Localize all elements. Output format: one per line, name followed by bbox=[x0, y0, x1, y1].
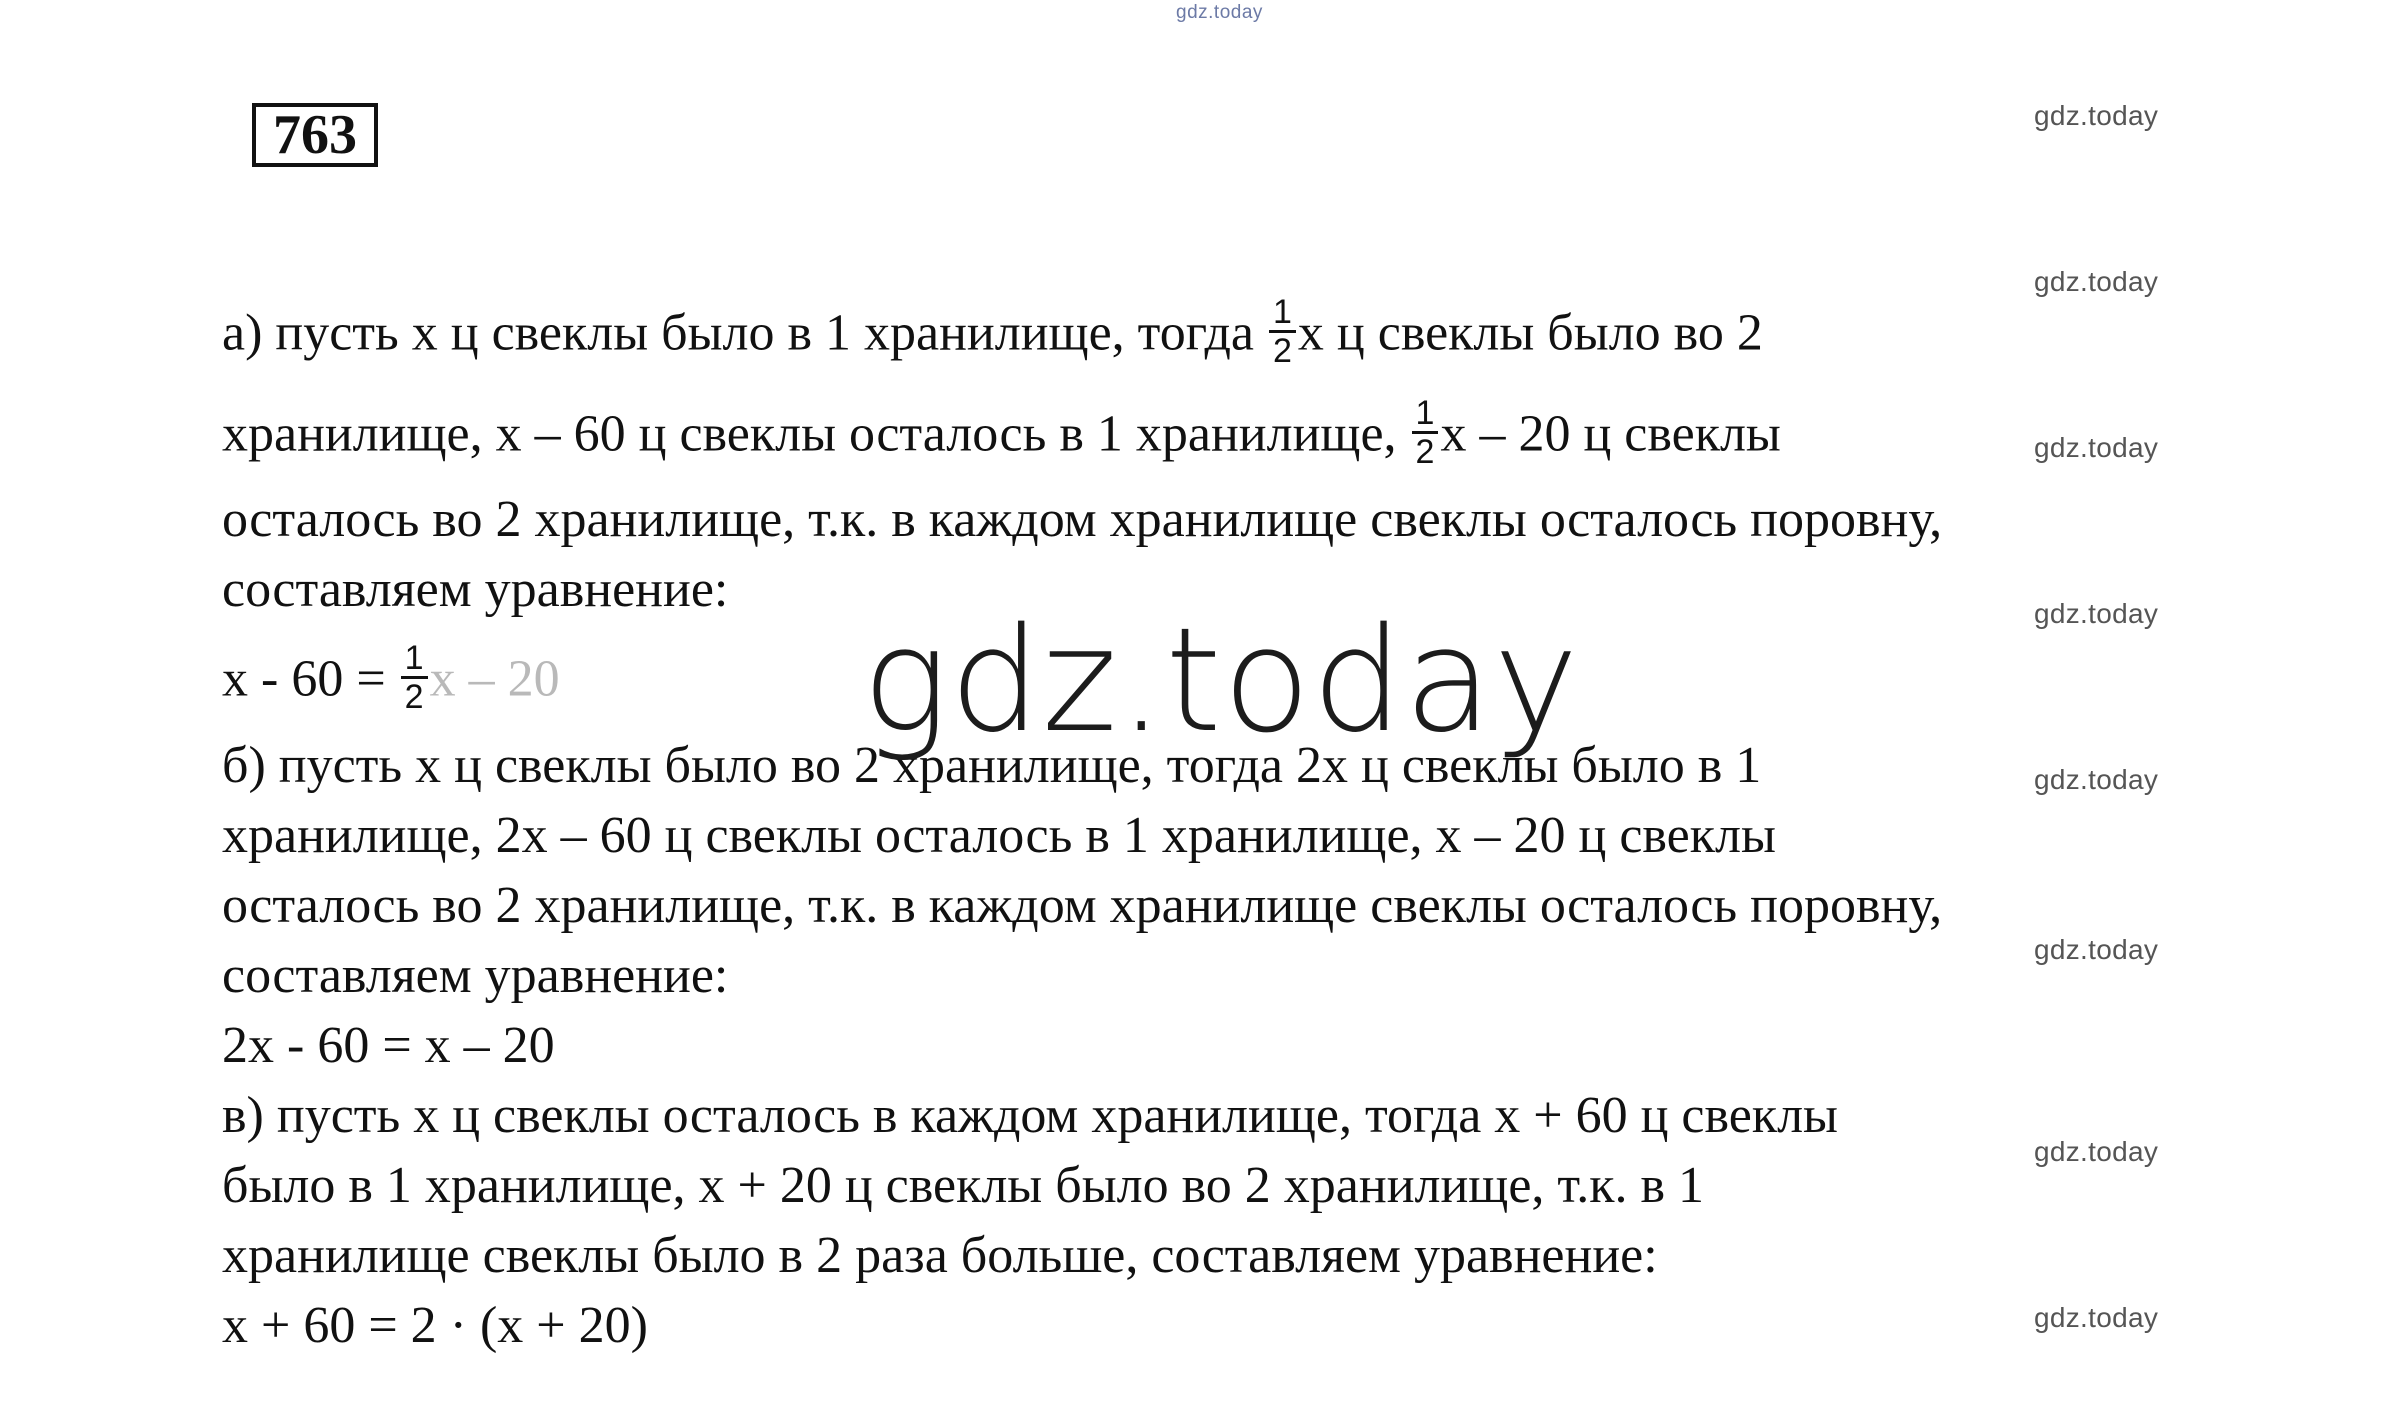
side-watermark: gdz.today bbox=[2034, 266, 2159, 297]
side-watermark: gdz.today bbox=[2034, 432, 2159, 463]
text-segment: х – 20 ц свеклы bbox=[1440, 405, 1781, 463]
fraction-one-half bbox=[1269, 294, 1296, 369]
fraction-denominator: 2 bbox=[1272, 332, 1292, 370]
text-segment: хранилище, х – 60 ц свеклы осталось в 1 хранилище, bbox=[222, 405, 1410, 463]
side-watermark: gdz.today bbox=[2034, 100, 2159, 131]
part-b-equation: 2х - 60 = х – 20 bbox=[222, 1017, 555, 1074]
text-segment: а) пусть х ц свеклы было в 1 хранилище, тогда bbox=[222, 304, 1267, 362]
part-a-line-1 bbox=[222, 293, 1763, 375]
part-b-line-2: хранилище, 2х – 60 ц свеклы осталось в 1 хранилище, х – 20 ц свеклы bbox=[222, 807, 1776, 864]
part-b-line-4: составляем уравнение: bbox=[222, 947, 729, 1004]
fraction-denominator: 2 bbox=[404, 678, 424, 716]
side-watermark: gdz.today bbox=[2034, 934, 2159, 965]
top-watermark: gdz.today bbox=[1176, 2, 1263, 23]
part-a-line-4: составляем уравнение: bbox=[222, 561, 729, 618]
text-segment: х – 20 bbox=[429, 650, 560, 708]
fraction-numerator: 1 bbox=[1412, 395, 1439, 434]
fraction-denominator: 2 bbox=[1415, 433, 1435, 471]
part-v-line-3: хранилище свеклы было в 2 раза больше, составляем уравнение: bbox=[222, 1227, 1658, 1284]
center-watermark: gdz.today bbox=[862, 596, 1580, 764]
problem-number-box: 763 bbox=[252, 103, 378, 167]
side-watermark: gdz.today bbox=[2034, 1302, 2159, 1333]
part-b-line-3: осталось во 2 хранилище, т.к. в каждом хранилище свеклы осталось поровну, bbox=[222, 877, 1943, 934]
part-b-line-1: б) пусть х ц свеклы было во 2 хранилище, тогда 2х ц свеклы было в 1 bbox=[222, 737, 1762, 794]
part-a-equation bbox=[222, 639, 560, 721]
fraction-numerator: 1 bbox=[1269, 294, 1296, 333]
side-watermark: gdz.today bbox=[2034, 764, 2159, 795]
side-watermark: gdz.today bbox=[2034, 1136, 2159, 1167]
part-v-equation: х + 60 = 2 · (х + 20) bbox=[222, 1297, 648, 1354]
fraction-numerator: 1 bbox=[401, 640, 428, 679]
part-v-line-1: в) пусть х ц свеклы осталось в каждом хранилище, тогда х + 60 ц свеклы bbox=[222, 1087, 1838, 1144]
text-segment: х ц свеклы было во 2 bbox=[1297, 304, 1763, 362]
fraction-one-half bbox=[1412, 395, 1439, 470]
side-watermark: gdz.today bbox=[2034, 598, 2159, 629]
part-v-line-2: было в 1 хранилище, х + 20 ц свеклы было во 2 хранилище, т.к. в 1 bbox=[222, 1157, 1705, 1214]
part-a-line-2 bbox=[222, 394, 1781, 476]
text-segment: х - 60 = bbox=[222, 650, 399, 708]
part-a-line-3: осталось во 2 хранилище, т.к. в каждом хранилище свеклы осталось поровну, bbox=[222, 491, 1943, 548]
fraction-one-half bbox=[401, 640, 428, 715]
